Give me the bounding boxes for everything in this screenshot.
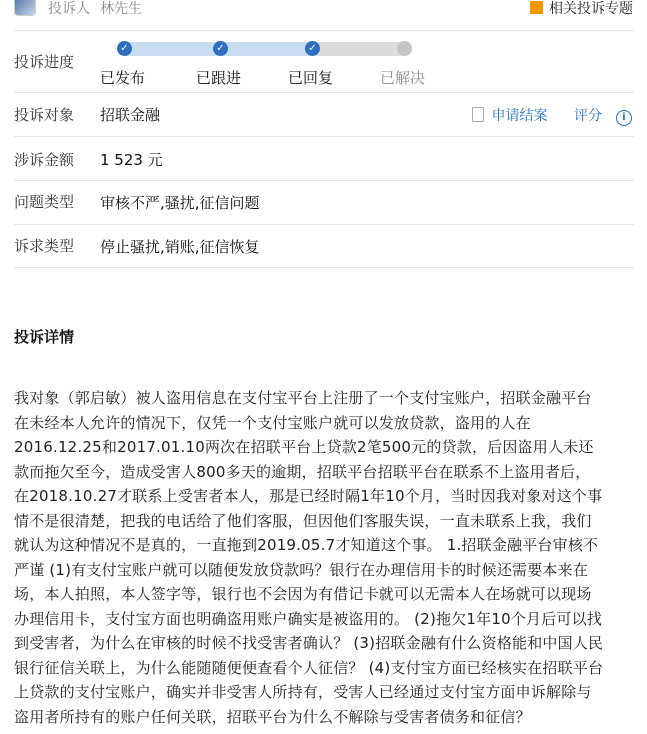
amount-row [14, 136, 634, 180]
topic-icon [530, 1, 543, 14]
detail-line: 严谨 (1)有支付宝账户就可以随便发放贷款吗？银行在办理信用卡的时候还需要本来在 [14, 560, 589, 579]
document-icon [472, 107, 484, 122]
step-dot-replied: ✓ [305, 41, 320, 56]
info-icon[interactable]: i [616, 110, 632, 126]
detail-line: 我对象（郭启敏）被人盗用信息在支付宝平台上注册了一个支付宝账户，招联金融平台 [14, 389, 592, 407]
complainer-label: 投诉人 [48, 1, 90, 17]
amount-label: 涉诉金额 [14, 151, 75, 169]
step-label-published: 已发布 [100, 69, 146, 87]
related-topic-link[interactable] [530, 0, 633, 18]
amount-value: 1 523 元 [100, 151, 163, 169]
demand-type-value: 停止骚扰,销账,征信恢复 [100, 238, 260, 256]
detail-line: 到受害者，为什么在审核的时候不找受害者确认？ (3)招联金融有什么资格能和中国人民 [14, 634, 604, 652]
detail-line: 就认为这种情况不是真的，一直拖到2019.05.7才知道这个事。 1.招联金融平台审核不 [14, 536, 599, 554]
progress-tracker [100, 1, 430, 87]
detail-line: 场，本人拍照，本人签字等，银行也不会因为有借记卡就可以无需本人在场就可以现场 [14, 585, 592, 603]
rate-button[interactable]: 评分 [574, 108, 602, 124]
step-dot-published: ✓ [117, 41, 132, 56]
issue-type-label: 问题类型 [14, 193, 75, 211]
complaint-detail-text [14, 386, 639, 729]
detail-line: 在2018.10.27才联系上受害者本人，那是已经时隔1年10个月，当时因我对象对这个事 [14, 487, 603, 505]
related-topic-label: 相关投诉专题 [549, 1, 633, 17]
detail-line: 银行征信关联上，为什么能随随便便查看个人征信？ (4)支付宝方面已经核实在招联平台 [14, 658, 604, 677]
demand-type-row [14, 224, 634, 268]
target-label: 投诉对象 [14, 106, 75, 124]
avatar [14, 0, 36, 16]
issue-type-row [14, 180, 634, 224]
progress-label: 投诉进度 [14, 53, 75, 71]
step-dot-followed: ✓ [213, 41, 228, 56]
apply-close-button[interactable]: 申请结案 [491, 108, 548, 124]
detail-line: 上贷款的支付宝账户，确实并非受害人所持有，受害人已经通过支付宝方面申诉解除与 [14, 683, 592, 701]
step-dot-resolved [397, 41, 412, 56]
detail-line: 情不是很清楚，把我的电话给了他们客服，但因他们客服失误，一直未联系上我，我们 [14, 511, 592, 530]
detail-line: 款而拖欠至今，造成受害人800多天的逾期，招联平台招联平台在联系不上盗用者后， [14, 462, 591, 481]
detail-line: 盗用者所持有的账户任何关联，招联平台为什么不解除与受害者债务和征信？ [14, 707, 531, 726]
detail-line: 在未经本人允许的情况下，仅凭一个支付宝账户就可以发放贷款，盗用的人在 [14, 413, 531, 432]
step-label-resolved: 已解决 [380, 69, 426, 87]
step-label-replied: 已回复 [288, 69, 334, 87]
target-company-link[interactable]: 招联金融 [100, 106, 161, 124]
detail-line: 2016.12.25和2017.01.10两次在招联平台上贷款2笔500元的贷款，后因盗用人未还 [14, 438, 594, 456]
target-row [14, 92, 634, 136]
detail-line: 办理信用卡，支付宝方面也明确盗用账户确实是被盗用的。 (2)拖欠1年10个月后可以找 [14, 609, 603, 628]
demand-type-label: 诉求类型 [14, 237, 75, 255]
complainer-name: 林先生 [100, 1, 142, 17]
detail-section-title: 投诉详情 [14, 328, 75, 346]
issue-type-value: 审核不严,骚扰,征信问题 [100, 194, 260, 212]
target-actions [472, 105, 632, 126]
step-label-followed: 已跟进 [196, 69, 242, 87]
progress-row [14, 30, 634, 92]
